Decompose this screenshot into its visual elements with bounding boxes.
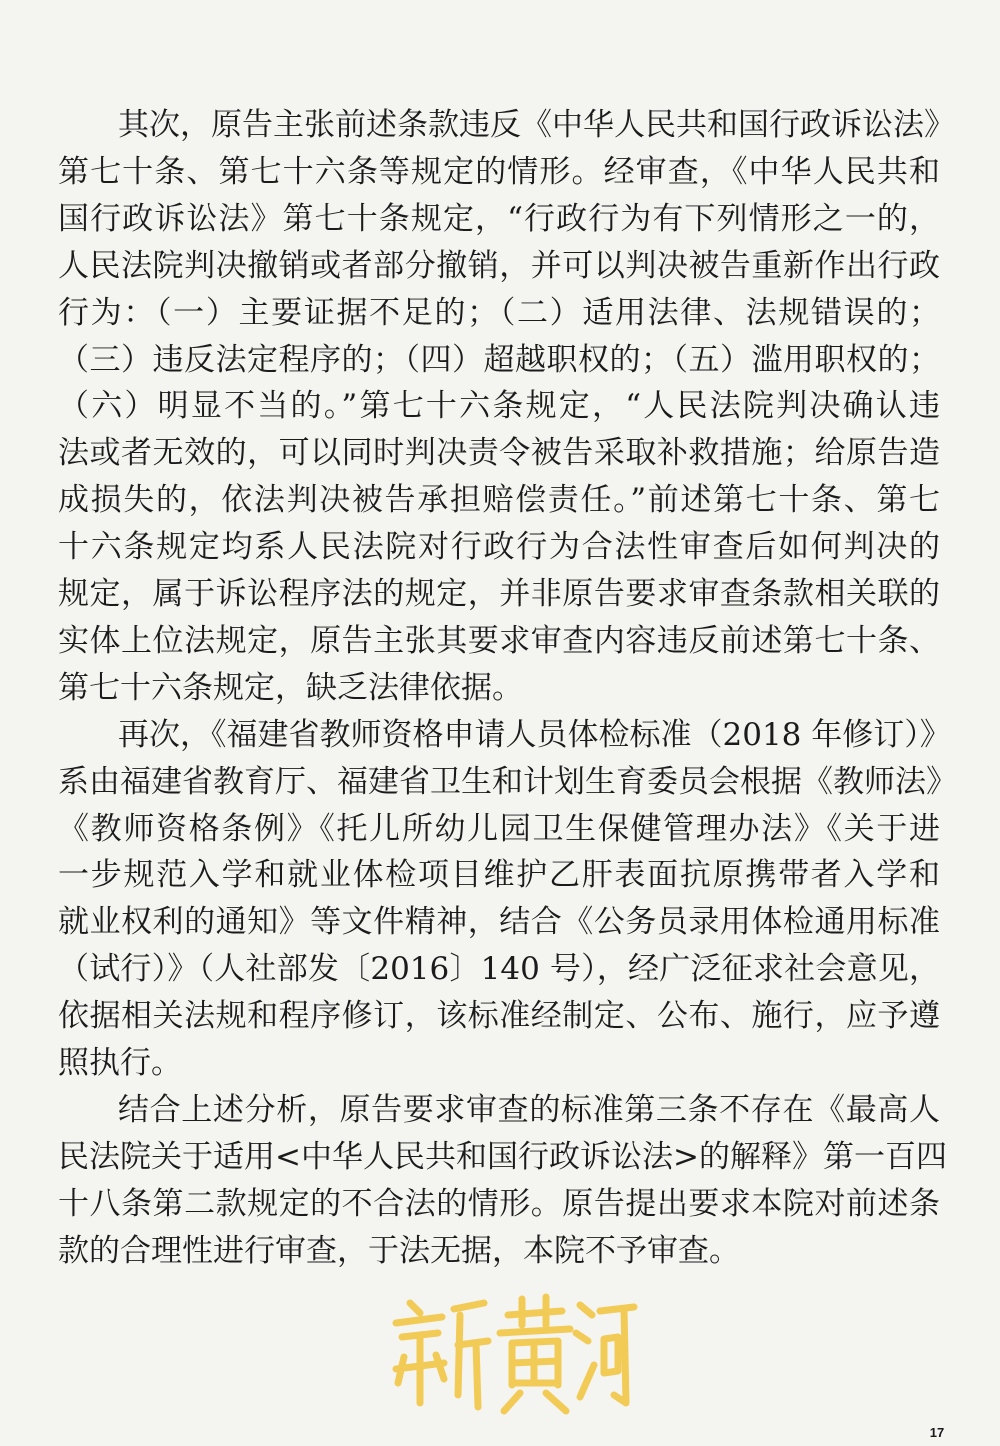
paragraph-second-point-line: 成损失的，依法判决被告承担赔偿责任。”前述第七十条、第七: [58, 482, 940, 518]
paragraph-second-point-line: （三）违反法定程序的；（四）超越职权的；（五）滥用职权的；: [58, 342, 940, 378]
paragraph-second-point-line: 法或者无效的，可以同时判决责令被告采取补救措施；给原告造: [58, 435, 940, 471]
paragraph-second-point-line: 规定，属于诉讼程序法的规定，并非原告要求审查条款相关联的: [58, 576, 940, 612]
page-number: 17: [929, 1425, 945, 1440]
paragraph-third-point-line: 一步规范入学和就业体检项目维护乙肝表面抗原携带者入学和: [58, 857, 940, 893]
paragraph-second-point-line: 行为：（一）主要证据不足的；（二）适用法律、法规错误的；: [58, 295, 940, 331]
paragraph-second-point-line: 实体上位法规定，原告主张其要求审查内容违反前述第七十条、: [58, 623, 940, 659]
paragraph-third-point-line: （试行）》（人社部发〔2016〕140 号），经广泛征求社会意见，: [58, 951, 940, 987]
paragraph-conclusion-line: 十八条第二款规定的不合法的情形。原告提出要求本院对前述条: [58, 1186, 940, 1222]
paragraph-conclusion-line: 款的合理性进行审查，于法无据，本院不予审查。: [58, 1233, 740, 1269]
paragraph-third-point-line: 系由福建省教育厅、福建省卫生和计划生育委员会根据《教师法》: [58, 764, 957, 800]
paragraph-second-point-line: 第七十六条规定，缺乏法律依据。: [58, 670, 523, 706]
paragraph-third-point-line: 依据相关法规和程序修订，该标准经制定、公布、施行，应予遵: [58, 998, 940, 1034]
paragraph-second-point-line: 国行政诉讼法》第七十条规定，“行政行为有下列情形之一的，: [58, 201, 940, 237]
paragraph-second-point-line: 第七十条、第七十六条等规定的情形。经审查，《中华人民共和: [58, 154, 940, 190]
paragraph-second-point-line: （六）明显不当的。”第七十六条规定，“人民法院判决确认违: [58, 388, 940, 424]
paragraph-second-point-line: 人民法院判决撤销或者部分撤销，并可以判决被告重新作出行政: [58, 248, 940, 284]
paragraph-second-point-line: 十六条规定均系人民法院对行政行为合法性审查后如何判决的: [58, 529, 940, 565]
paragraph-conclusion-line: 民法院关于适用<中华人民共和国行政诉讼法>的解释》第一百四: [58, 1139, 947, 1175]
paragraph-conclusion-line: 结合上述分析，原告要求审查的标准第三条不存在《最高人: [118, 1092, 940, 1128]
paragraph-third-point-line: 再次，《福建省教师资格申请人员体检标准（2018 年修订）》: [118, 717, 951, 753]
paragraph-third-point-line: 照执行。: [58, 1045, 182, 1081]
paragraph-second-point-line: 其次，原告主张前述条款违反《中华人民共和国行政诉讼法》: [118, 107, 955, 143]
paragraph-third-point-line: 就业权利的通知》等文件精神，结合《公务员录用体检通用标准: [58, 904, 940, 940]
paragraph-third-point-line: 《教师资格条例》《托儿所幼儿园卫生保健管理办法》《关于进: [58, 811, 940, 847]
xinhuanghe-watermark-logo: [380, 1285, 640, 1420]
